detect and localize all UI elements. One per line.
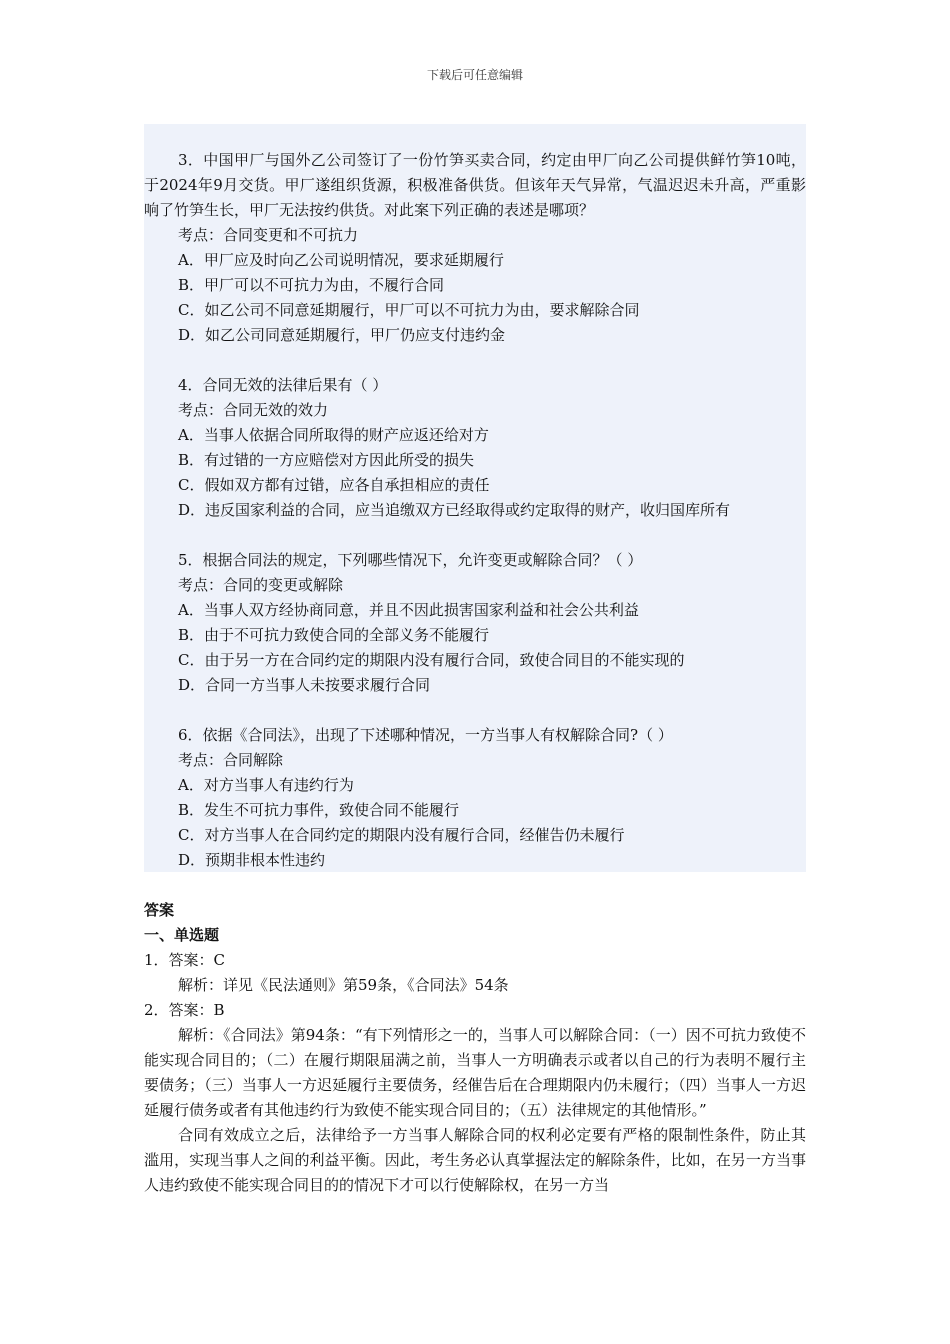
question-option: A．当事人依据合同所取得的财产应返还给对方 (178, 426, 489, 444)
question-5 (144, 548, 806, 698)
question-option: C．由于另一方在合同约定的期限内没有履行合同，致使合同目的不能实现的 (178, 651, 685, 669)
question-option: D．如乙公司同意延期履行，甲厂仍应支付违约金 (178, 326, 506, 344)
answers-section (144, 898, 806, 1198)
question-option: C．如乙公司不同意延期履行，甲厂可以不可抗力为由，要求解除合同 (178, 301, 640, 319)
question-6 (144, 723, 806, 873)
question-4 (144, 373, 806, 523)
document-body (144, 148, 806, 1198)
answer-line: 1．答案：C (144, 951, 226, 969)
question-stem: 5．根据合同法的规定，下列哪些情况下，允许变更或解除合同？（ ） (178, 551, 643, 569)
question-option: A．对方当事人有违约行为 (178, 776, 354, 794)
question-stem: 4．合同无效的法律后果有（ ） (178, 376, 388, 394)
question-option: C．假如双方都有过错，应各自承担相应的责任 (178, 476, 490, 494)
question-option: D．预期非根本性违约 (178, 851, 326, 869)
question-option: B．由于不可抗力致使合同的全部义务不能履行 (178, 626, 490, 644)
question-option: D．违反国家利益的合同，应当追缴双方已经取得或约定取得的财产，收归国库所有 (178, 501, 731, 519)
question-point: 考点：合同的变更或解除 (178, 576, 344, 594)
question-option: B．甲厂可以不可抗力为由，不履行合同 (178, 276, 445, 294)
answer-explanation: 解析：《合同法》第94条：“有下列情形之一的，当事人可以解除合同：（一）因不可抗力致使不能实现合同目的；（二）在履行期限届满之前，当事人一方明确表示或者以自己的行为表明不履行主要债务；（三）当事人一方迟延履行主要债务，经催告后在合理期限内仍未履行；（四）当事人一方迟延履行债务或者有其他违约行为致使不能实现合同目的；（五）法律规定的其他情形。” (144, 1026, 806, 1119)
question-point: 考点：合同无效的效力 (178, 401, 329, 419)
answer-line: 2．答案：B (144, 1001, 225, 1019)
section-heading: 一、单选题 (144, 926, 220, 944)
question-point: 考点：合同解除 (178, 751, 284, 769)
question-option: B．有过错的一方应赔偿对方因此所受的损失 (178, 451, 475, 469)
page-header: 下载后可任意编辑 (426, 68, 523, 82)
question-option: A．当事人双方经协商同意，并且不因此损害国家利益和社会公共利益 (178, 601, 639, 619)
question-stem: 3．中国甲厂与国外乙公司签订了一份竹笋买卖合同，约定由甲厂向乙公司提供鲜竹笋10吨，于2024年9月交货。甲厂遂组织货源，积极准备供货。但该年天气异常，气温迟迟未升高，严重影响了竹笋生长，甲厂无法按约供货。对此案下列正确的表述是哪项？ (144, 151, 806, 219)
question-stem: 6．依据《合同法》，出现了下述哪种情况，一方当事人有权解除合同?（ ） (178, 726, 673, 744)
question-option: A．甲厂应及时向乙公司说明情况，要求延期履行 (178, 251, 504, 269)
answers-heading: 答案 (144, 901, 175, 919)
question-option: C．对方当事人在合同约定的期限内没有履行合同，经催告仍未履行 (178, 826, 625, 844)
answer-paragraph: 合同有效成立之后，法律给予一方当事人解除合同的权利必定要有严格的限制性条件，防止其滥用，实现当事人之间的利益平衡。因此，考生务必认真掌握法定的解除条件，比如，在另一方当事人违约致使不能实现合同目的的情况下才可以行使解除权，在另一方当 (144, 1126, 806, 1194)
question-3 (144, 148, 806, 348)
question-point: 考点：合同变更和不可抗力 (178, 226, 359, 244)
answer-explanation: 解析：详见《民法通则》第59条，《合同法》54条 (178, 976, 509, 994)
question-option: D．合同一方当事人未按要求履行合同 (178, 676, 431, 694)
question-option: B．发生不可抗力事件，致使合同不能履行 (178, 801, 460, 819)
